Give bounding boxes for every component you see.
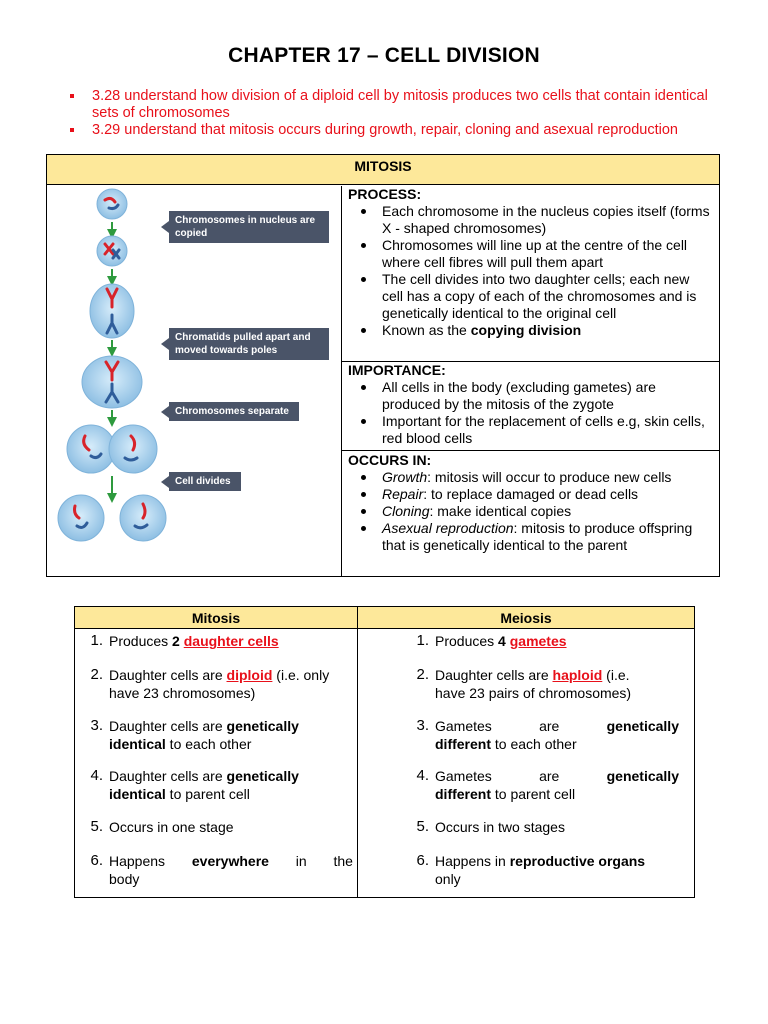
bold-text: everywhere bbox=[191, 853, 269, 869]
text: are bbox=[539, 768, 560, 784]
text: (i.e. only bbox=[272, 667, 330, 683]
occurs-in-item bbox=[348, 503, 713, 520]
mitosis-details bbox=[342, 186, 719, 577]
comparison-table bbox=[74, 606, 695, 898]
text: Daughter cells are bbox=[109, 718, 227, 734]
occurs-term: Repair bbox=[382, 486, 424, 502]
row-text bbox=[435, 666, 631, 702]
process-item-text: Known as the bbox=[382, 322, 471, 338]
text: in bbox=[295, 853, 307, 869]
occurs-in-title: OCCURS IN: bbox=[348, 452, 432, 468]
occurs-in-item bbox=[348, 520, 713, 554]
row-number: 6. bbox=[90, 852, 103, 869]
row-text bbox=[435, 767, 679, 803]
row-number: 6. bbox=[416, 852, 429, 869]
row-number: 2. bbox=[90, 666, 103, 683]
occurs-desc: : to replace damaged or dead cells bbox=[423, 486, 639, 502]
row-number: 2. bbox=[416, 666, 429, 683]
bold-text: 2 bbox=[172, 633, 184, 649]
text: have 23 pairs of chromosomes) bbox=[435, 685, 632, 701]
bold-text: genetically bbox=[606, 718, 679, 734]
occurs-term: Cloning bbox=[382, 503, 430, 519]
text: Daughter cells are bbox=[109, 667, 227, 683]
occurs-in-item bbox=[348, 469, 713, 486]
diagram-label: Cell divides bbox=[169, 472, 241, 491]
row-text bbox=[435, 852, 645, 888]
text: are bbox=[539, 718, 560, 734]
mitosis-header: MITOSIS bbox=[47, 155, 719, 185]
column-divider bbox=[357, 607, 358, 897]
section-divider bbox=[342, 450, 719, 451]
row-text: Occurs in one stage bbox=[109, 819, 234, 835]
row-text bbox=[109, 852, 353, 888]
highlight-term: haploid bbox=[552, 667, 603, 683]
text: (i.e. bbox=[602, 667, 630, 683]
text: to parent cell bbox=[165, 786, 250, 802]
text: the bbox=[333, 853, 353, 869]
text: Happens bbox=[109, 853, 166, 869]
mitosis-column-header: Mitosis bbox=[75, 607, 357, 629]
bold-text: genetically bbox=[226, 768, 299, 784]
text: Happens in bbox=[435, 853, 510, 869]
bold-text: identical bbox=[109, 736, 166, 752]
text: Gametes bbox=[435, 768, 492, 784]
row-number: 5. bbox=[90, 818, 103, 835]
importance-section bbox=[342, 362, 719, 447]
meiosis-column-header: Meiosis bbox=[358, 607, 694, 629]
row-number: 1. bbox=[416, 632, 429, 649]
copying-division-term: copying division bbox=[470, 322, 582, 338]
row-text bbox=[435, 717, 679, 753]
objectives-list bbox=[70, 88, 730, 139]
importance-title: IMPORTANCE: bbox=[348, 362, 446, 378]
text: Gametes bbox=[435, 718, 492, 734]
highlight-term: gametes bbox=[509, 633, 567, 649]
row-text bbox=[109, 767, 299, 803]
process-item: The cell divides into two daughter cells; each new cell has a copy of each of the chromosomes and is genetically identical to the original cell bbox=[348, 271, 713, 322]
text: Daughter cells are bbox=[435, 667, 553, 683]
importance-item: Important for the replacement of cells e.g, skin cells, red blood cells bbox=[348, 413, 713, 447]
occurs-in-section bbox=[342, 452, 719, 554]
bold-text: different bbox=[435, 736, 491, 752]
page-title: CHAPTER 17 – CELL DIVISION bbox=[228, 44, 540, 67]
process-section bbox=[342, 186, 719, 339]
text: to each other bbox=[491, 736, 577, 752]
diagram-label: Chromosomes in nucleus are copied bbox=[169, 211, 329, 243]
objective-item: 3.28 understand how division of a diploid cell by mitosis produces two cells that contain identical sets of chromosomes bbox=[70, 88, 730, 122]
text: only bbox=[435, 871, 461, 887]
text: have 23 chromosomes) bbox=[109, 685, 256, 701]
row-text bbox=[435, 632, 567, 650]
text: Produces bbox=[435, 633, 499, 649]
importance-item: All cells in the body (excluding gametes) are produced by the mitosis of the zygote bbox=[348, 379, 713, 413]
row-number: 1. bbox=[90, 632, 103, 649]
justified-line bbox=[435, 717, 679, 735]
row-number: 3. bbox=[416, 717, 429, 734]
diagram-label: Chromatids pulled apart and moved towards poles bbox=[169, 328, 329, 360]
row-number: 5. bbox=[416, 818, 429, 835]
bold-text: genetically bbox=[606, 768, 679, 784]
mitosis-diagram bbox=[47, 186, 341, 577]
row-text bbox=[109, 717, 299, 753]
row-text bbox=[109, 632, 279, 650]
row-number: 4. bbox=[416, 767, 429, 784]
text: to each other bbox=[165, 736, 252, 752]
row-text: Occurs in two stages bbox=[435, 819, 565, 835]
bold-text: identical bbox=[109, 786, 166, 802]
mitosis-stages-illustration bbox=[47, 186, 341, 577]
objective-item: 3.29 understand that mitosis occurs during growth, repair, cloning and asexual reproduction bbox=[70, 122, 730, 139]
text: Daughter cells are bbox=[109, 768, 227, 784]
justified-line bbox=[109, 852, 353, 870]
bold-text: different bbox=[435, 786, 491, 802]
bold-text: reproductive organs bbox=[509, 853, 646, 869]
justified-line bbox=[435, 767, 679, 785]
highlight-term: diploid bbox=[226, 667, 273, 683]
occurs-desc: : mitosis to produce offspring that is genetically identical to the parent bbox=[382, 520, 693, 553]
highlight-term: daughter cells bbox=[183, 633, 279, 649]
occurs-in-item bbox=[348, 486, 713, 503]
process-item bbox=[348, 322, 713, 339]
occurs-term: Growth bbox=[382, 469, 428, 485]
row-number: 4. bbox=[90, 767, 103, 784]
text: Produces bbox=[109, 633, 173, 649]
bold-text: genetically bbox=[226, 718, 299, 734]
text: to parent cell bbox=[491, 786, 576, 802]
occurs-desc: : mitosis will occur to produce new cells bbox=[427, 469, 672, 485]
row-number: 3. bbox=[90, 717, 103, 734]
process-title: PROCESS: bbox=[348, 186, 422, 202]
mitosis-box bbox=[46, 154, 720, 577]
bold-text: 4 bbox=[498, 633, 510, 649]
process-item: Each chromosome in the nucleus copies itself (forms X - shaped chromosomes) bbox=[348, 203, 713, 237]
occurs-desc: : make identical copies bbox=[429, 503, 572, 519]
process-item: Chromosomes will line up at the centre of the cell where cell fibres will pull them apart bbox=[348, 237, 713, 271]
text: body bbox=[109, 871, 140, 887]
row-text bbox=[109, 666, 329, 702]
occurs-term: Asexual reproduction bbox=[382, 520, 514, 536]
diagram-label: Chromosomes separate bbox=[169, 402, 299, 421]
